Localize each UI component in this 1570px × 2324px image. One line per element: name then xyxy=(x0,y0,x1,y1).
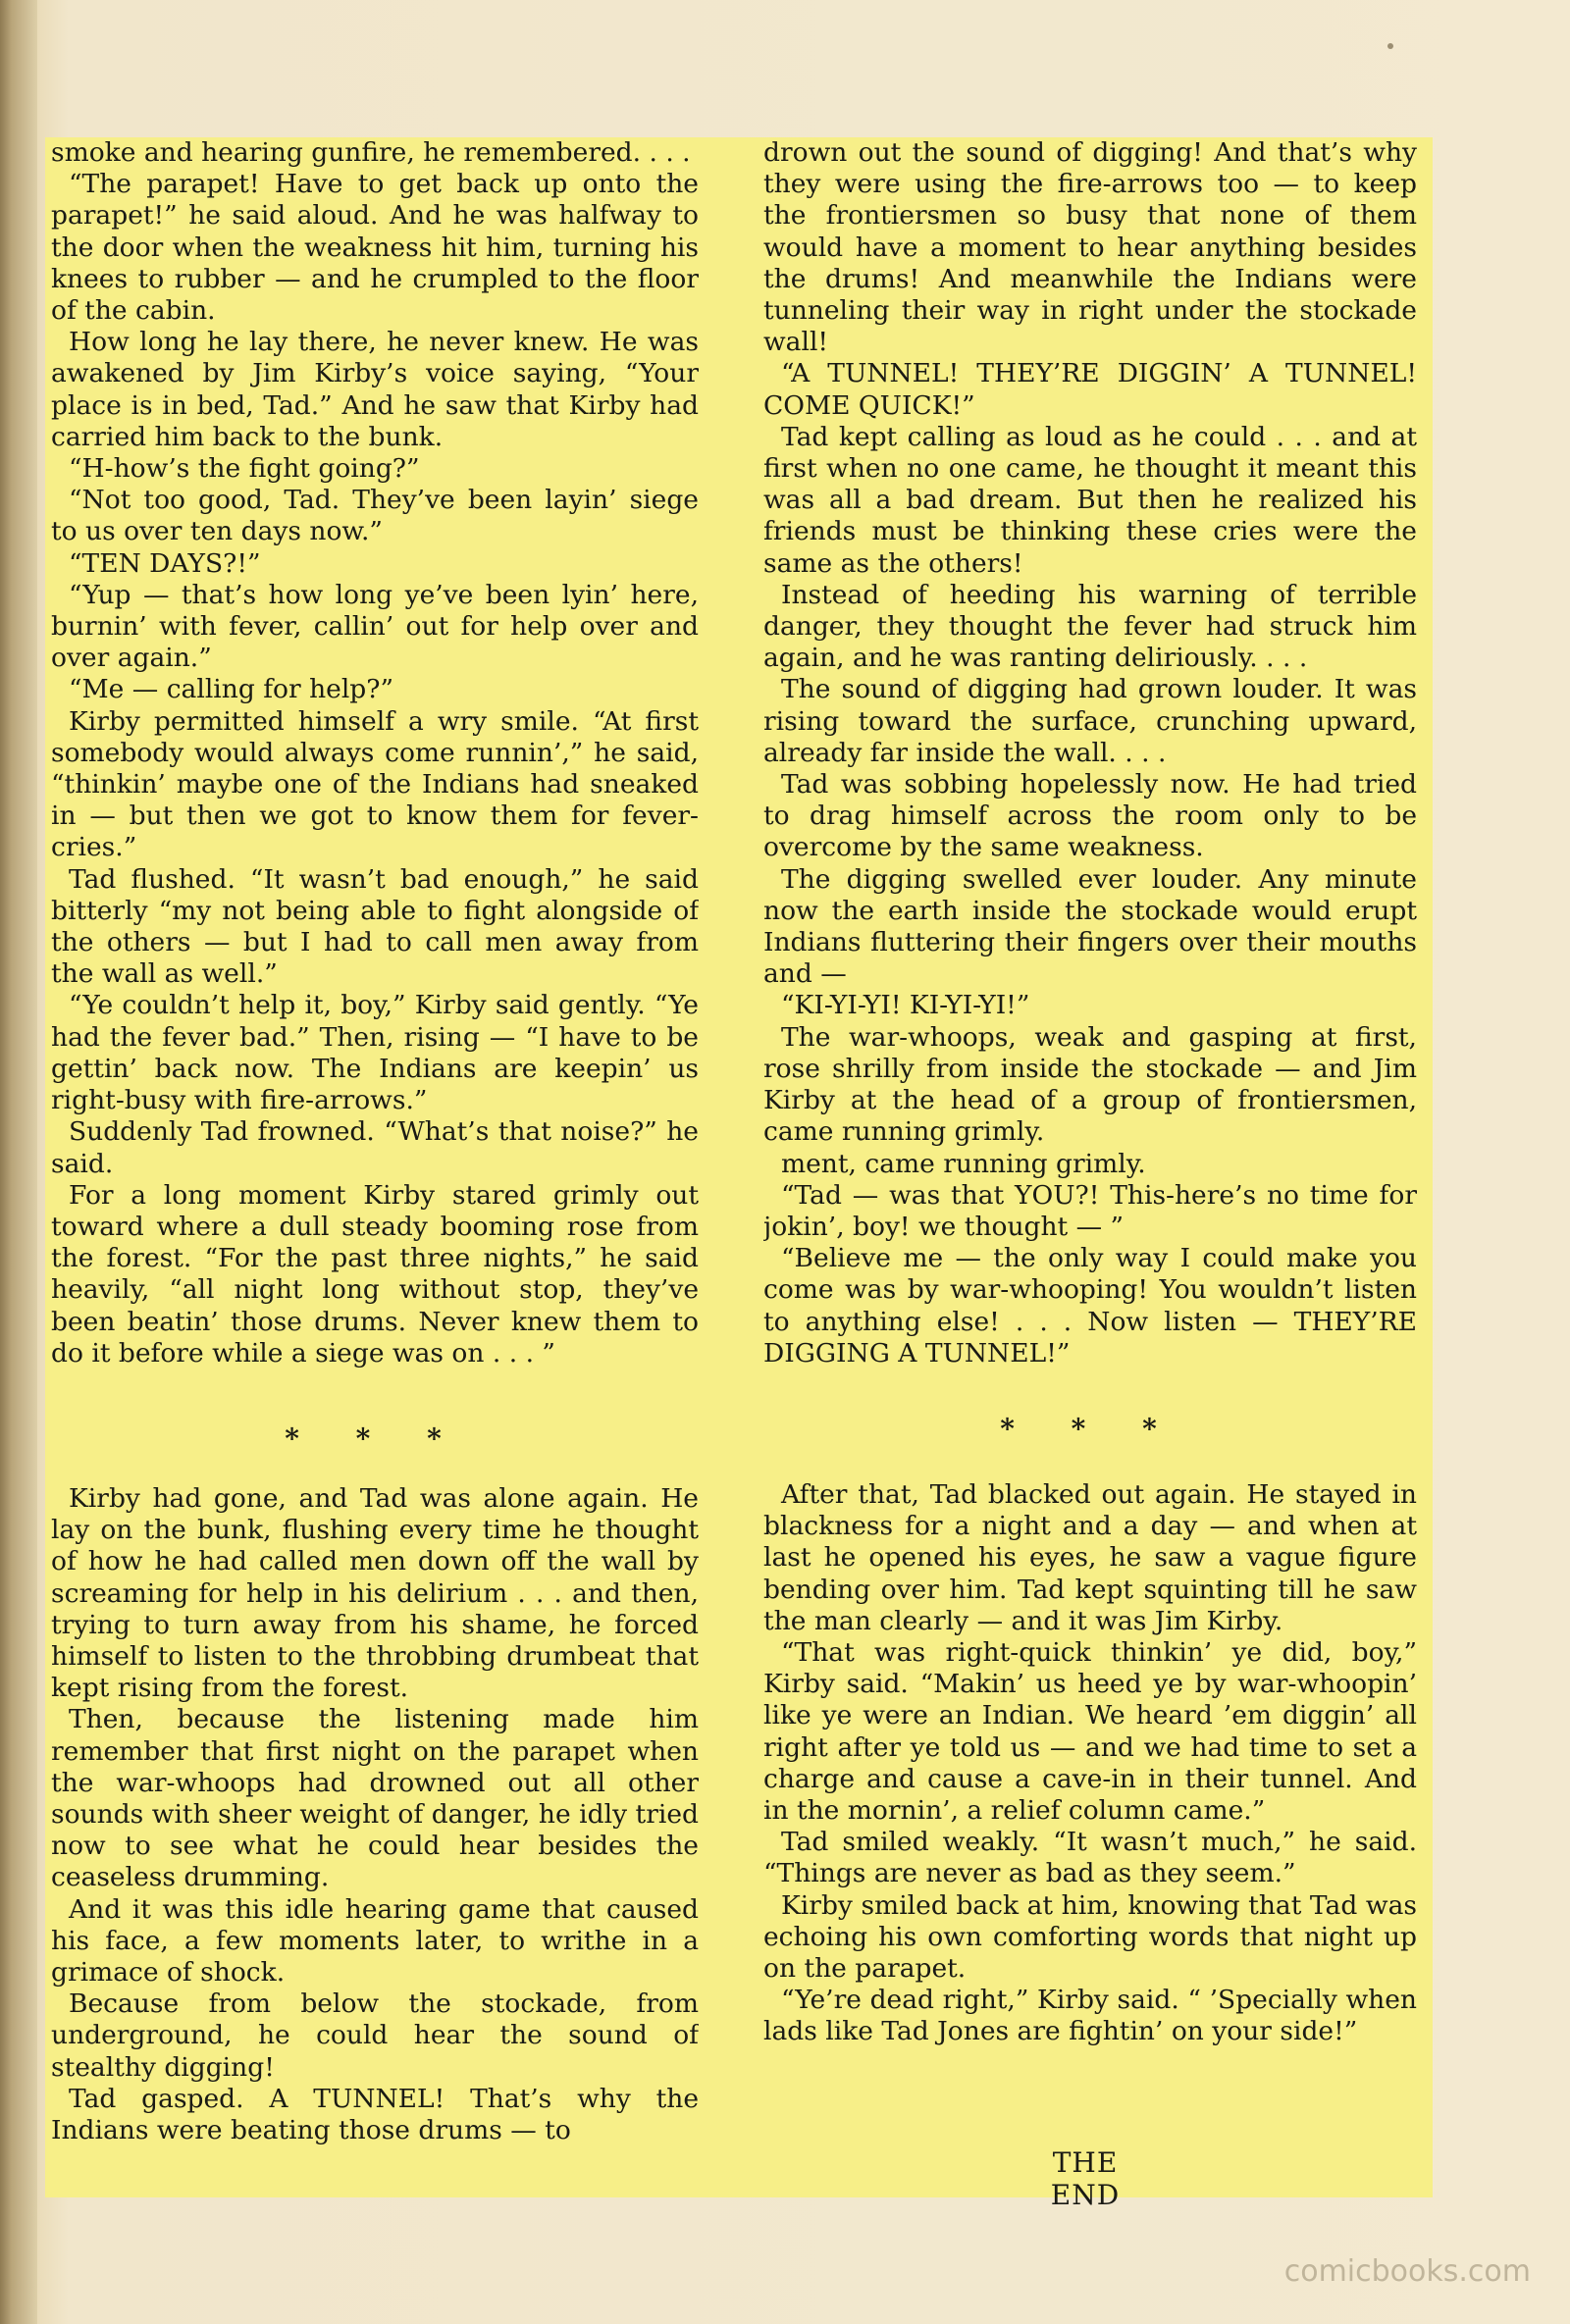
paragraph: Kirby had gone, and Tad was alone again. He lay on the bunk, flushing every time he thought of how he had called men down off the wall by screaming for help in his delirium . . . and then, trying to turn away from his shame, he forced himself to listen to the throbbing drumbeat that kept rising from the forest. xyxy=(51,1483,699,1704)
paragraph: “Believe me — the only way I could make you come was by war-whooping! You wouldn’t listen to anything else! . . . Now listen — THEY’RE DIGGING A TUNNEL!” xyxy=(763,1243,1417,1369)
paragraph: “The parapet! Have to get back up onto the parapet!” he said aloud. And he was halfway to the door when the weakness hit him, turning his knees to rubber — and he crumpled to the floor of the cabin. xyxy=(51,169,699,327)
paragraph: The war-whoops, weak and gasping at first, rose shrilly from inside the stockade — and Jim Kirby at the head of a group of frontiersmen, came running grimly. xyxy=(763,1021,1417,1148)
paragraph: Tad was sobbing hopelessly now. He had tried to drag himself across the room only to be overcome by the same weakness. xyxy=(763,769,1417,863)
section-break-left: * * * xyxy=(285,1422,465,1455)
paragraph: “Tad — was that YOU?! This-here’s no time for jokin’, boy! we thought — ” xyxy=(763,1179,1417,1242)
paragraph: “KI-YI-YI! KI-YI-YI!” xyxy=(781,990,1030,1021)
paragraph: “Yup — that’s how long ye’ve been lyin’ here, burnin’ with fever, callin’ out for help over and over again.” xyxy=(51,579,699,674)
paragraph: Because from below the stockade, from underground, he could hear the sound of stealthy digging! xyxy=(51,1988,699,2083)
paragraph: “H-how’s the fight going?” xyxy=(69,453,420,485)
page-binding-edge xyxy=(0,0,37,2324)
paragraph: Suddenly Tad frowned. “What’s that noise?” he said. xyxy=(51,1116,699,1179)
paragraph: “Ye’re dead right,” Kirby said. “ ’Specially when lads like Tad Jones are fightin’ on your side!” xyxy=(763,1985,1417,2047)
paragraph: Tad flushed. “It wasn’t bad enough,” he said bitterly “my not being able to fight alongside of the others — but I had to call men away from the wall as well.” xyxy=(51,863,699,990)
left-column-bottom xyxy=(51,1483,699,2190)
paragraph: drown out the sound of digging! And that’s why they were using the fire-arrows too — to keep the frontiersmen so busy that none of them would have a moment to hear anything besides the drums! And meanwhile the Indians were tunneling their way in right under the stockade wall! xyxy=(763,137,1417,358)
paragraph: ment, came running grimly. xyxy=(781,1148,1146,1179)
paragraph: Tad smiled weakly. “It wasn’t much,” he said. “Things are never as bad as they seem.” xyxy=(763,1827,1417,1889)
section-break-right: * * * xyxy=(1000,1413,1180,1445)
paragraph: smoke and hearing gunfire, he remembered. . . . xyxy=(51,137,691,168)
paragraph: “That was right-quick thinkin’ ye did, boy,” Kirby said. “Makin’ us heed ye by war-whoopin’ like ye were an Indian. We heard ’em diggin’ all right after ye told us — and we had time to set a charge and cause a cave-in in their tunnel. And in the mornin’, a relief column came.” xyxy=(763,1637,1417,1827)
paragraph: “Not too good, Tad. They’ve been layin’ siege to us over ten days now.” xyxy=(51,485,699,547)
page-speck xyxy=(1387,43,1393,49)
paragraph: “Ye couldn’t help it, boy,” Kirby said gently. “Ye had the fever bad.” Then, rising — “I have to be gettin’ back now. The Indians are keepin’ us right-busy with fire-arrows.” xyxy=(51,990,699,1116)
paragraph: Tad gasped. A TUNNEL! That’s why the Indians were beating those drums — to xyxy=(51,2083,699,2146)
paragraph: “A TUNNEL! THEY’RE DIGGIN’ A TUNNEL! COME QUICK!” xyxy=(763,358,1417,421)
site-watermark: comicbooks.com xyxy=(1283,2254,1531,2289)
paragraph: The digging swelled ever louder. Any minute now the earth inside the stockade would erupt Indians fluttering their fingers over their mouths and — xyxy=(763,863,1417,990)
right-column-top xyxy=(763,137,1417,1373)
paragraph: “TEN DAYS?!” xyxy=(69,547,261,579)
paragraph: For a long moment Kirby stared grimly out toward where a dull steady booming rose from the forest. “For the past three nights,” he said heavily, “all night long without stop, they’ve been beatin’ those drums. Never knew them to do it before while a siege was on . . . ” xyxy=(51,1179,699,1369)
paragraph: Instead of heeding his warning of terrible danger, they thought the fever had struck him again, and he was ranting deliriously. . . . xyxy=(763,579,1417,674)
right-column-bottom xyxy=(763,1479,1417,2166)
paragraph: Tad kept calling as loud as he could . . . and at first when no one came, he thought it meant this was all a bad dream. But then he realized his friends must be thinking these cries were the same as the others! xyxy=(763,421,1417,579)
the-end-label: THE END xyxy=(1050,2146,1121,2211)
paragraph: How long he lay there, he never knew. He was awakened by Jim Kirby’s voice saying, “Your place is in bed, Tad.” And he saw that Kirby had carried him back to the bunk. xyxy=(51,327,699,452)
paragraph: “Me — calling for help?” xyxy=(69,674,394,705)
paragraph: The sound of digging had grown louder. It was rising toward the surface, crunching upward, already far inside the wall. . . . xyxy=(763,674,1417,768)
paragraph: And it was this idle hearing game that caused his face, a few moments later, to writhe in a grimace of shock. xyxy=(51,1893,699,1988)
paragraph: After that, Tad blacked out again. He stayed in blackness for a night and a day — and when at last he opened his eyes, he saw a vague figure bending over him. Tad kept squinting till he saw the man clearly — and it was Jim Kirby. xyxy=(763,1479,1417,1636)
paragraph: Then, because the listening made him remember that first night on the parapet when the war-whoops had drowned out all other sounds with sheer weight of danger, he idly tried now to see what he could hear besides the ceaseless drumming. xyxy=(51,1704,699,1893)
paragraph: Kirby smiled back at him, knowing that Tad was echoing his own comforting words that night up on the parapet. xyxy=(763,1889,1417,1985)
paragraph: Kirby permitted himself a wry smile. “At first somebody would always come runnin’,” he said, “thinkin’ maybe one of the Indians had sneaked in — but then we got to know them for fever-cries.” xyxy=(51,705,699,863)
left-column-top xyxy=(51,137,699,1393)
